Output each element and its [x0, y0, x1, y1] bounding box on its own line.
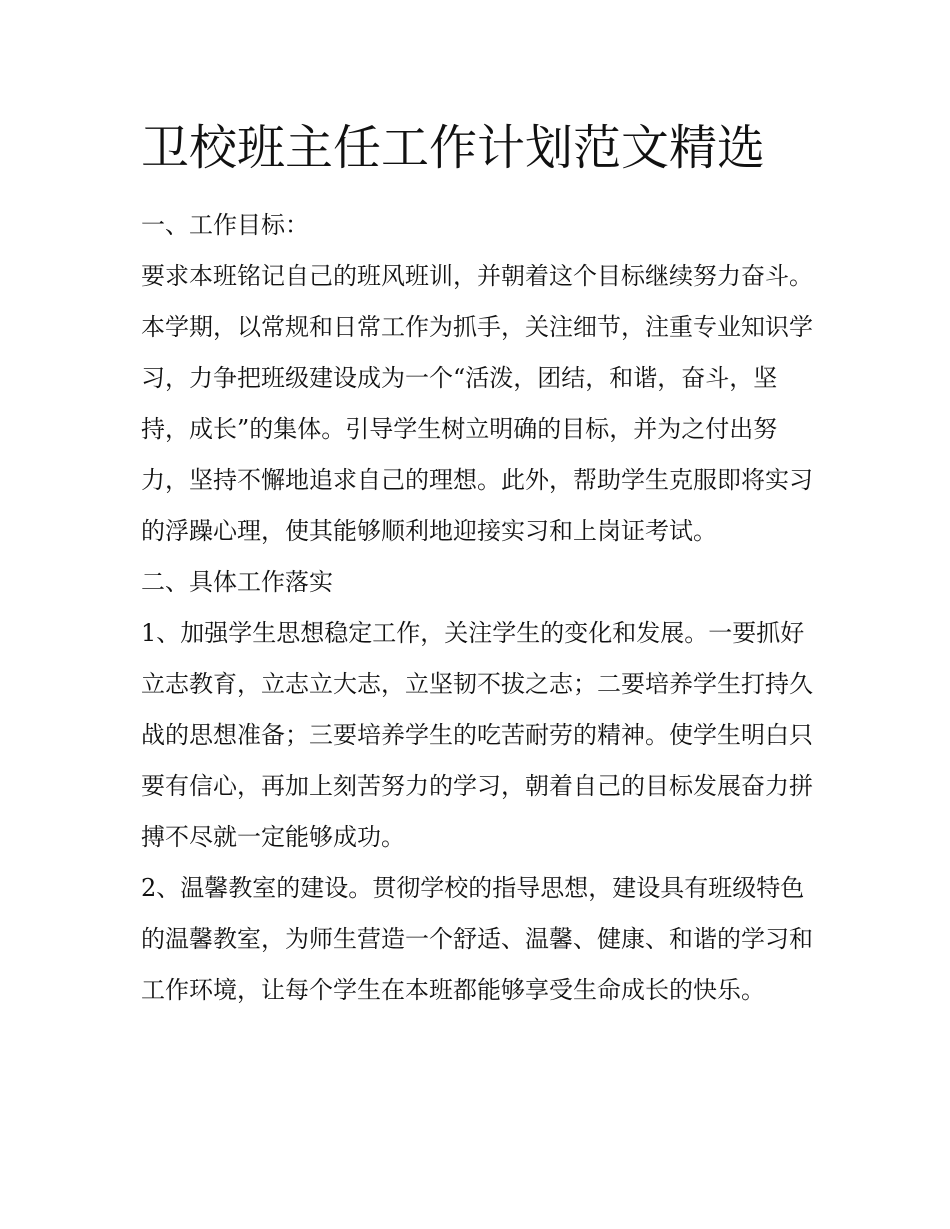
section-heading-goals: 一、工作目标： [141, 211, 309, 239]
document-content [141, 112, 813, 1016]
paragraph-item-2: 2、温馨教室的建设。贯彻学校的指导思想，建设具有班级特色的温馨教室，为师生营造一个舒适、温馨、健康、和谐的学习和工作环境，让每个学生在本班都能够享受生命成长的快乐。 [141, 874, 813, 1004]
paragraph-item-1: 1、加强学生思想稳定工作，关注学生的变化和发展。一要抓好立志教育，立志立大志，立坚韧不拔之志；二要培养学生打持久战的思想准备；三要培养学生的吃苦耐劳的精神。使学生明白只要有信心，再加上刻苦努力的学习，朝着自己的目标发展奋力拼搏不尽就一定能够成功。 [141, 619, 813, 851]
document-title: 卫校班主任工作计划范文精选 [141, 120, 766, 176]
paragraph-goals: 要求本班铭记自己的班风班训，并朝着这个目标继续努力奋斗。本学期，以常规和日常工作为抓手，关注细节，注重专业知识学习，力争把班级建设成为一个“活泼，团结，和谐，奋斗，坚持，成长”的集体。引导学生树立明确的目标，并为之付出努力，坚持不懈地追求自己的理想。此外，帮助学生克服即将实习的浮躁心理，使其能够顺利地迎接实习和上岗证考试。 [141, 262, 813, 545]
document-body [141, 200, 813, 1016]
section-heading-implementation: 二、具体工作落实 [141, 568, 333, 596]
